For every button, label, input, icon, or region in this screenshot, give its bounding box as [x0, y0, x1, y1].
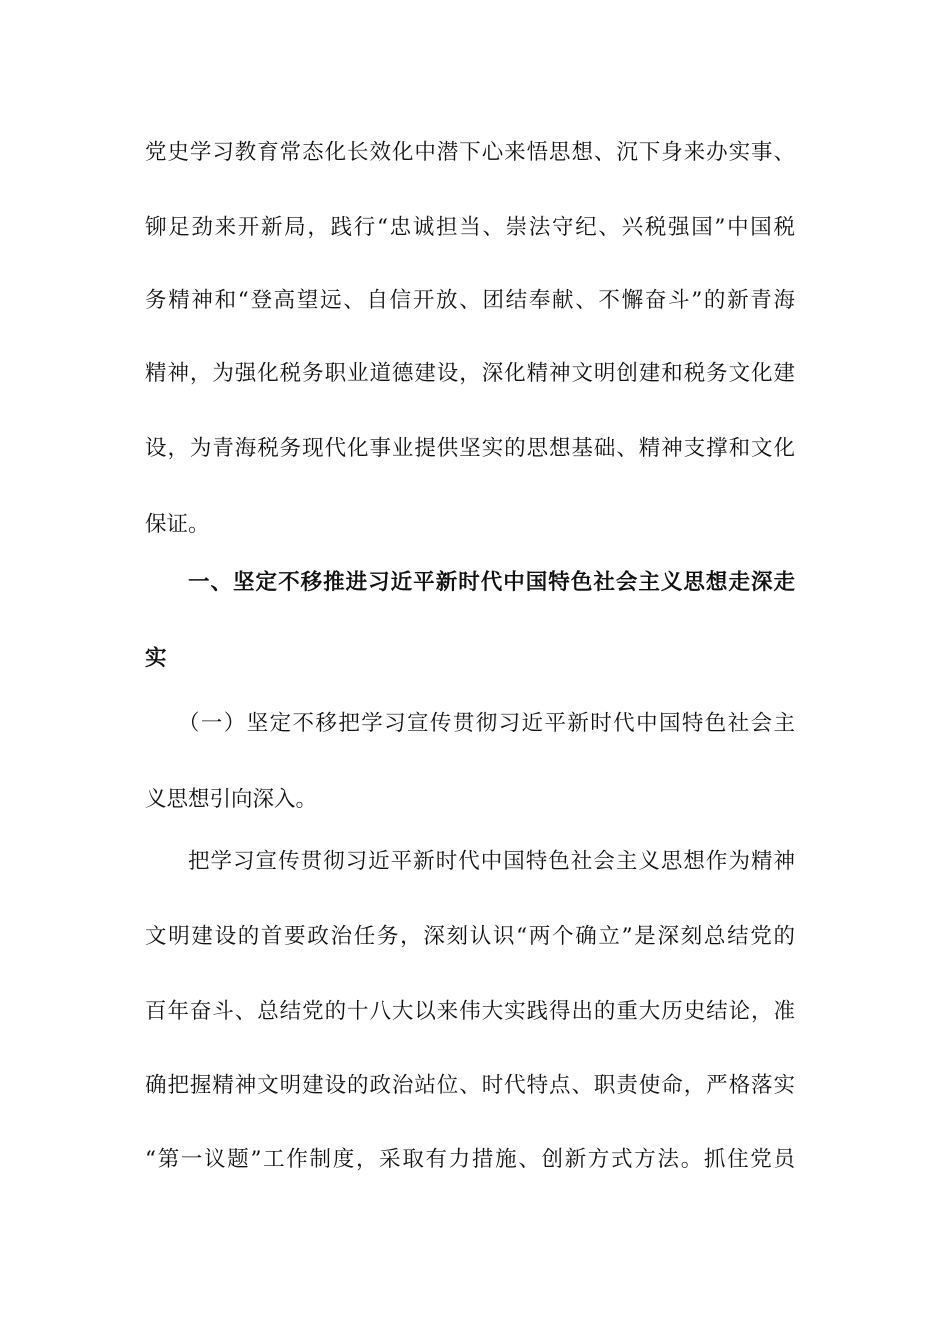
subsection-heading-line-1: （一）坚定不移把学习宣传贯彻习近平新时代中国特色社会主	[178, 711, 795, 736]
intro-line-3: 务精神和“登高望远、自信开放、团结奉献、不懈奋斗”的新青海	[145, 288, 795, 313]
intro-line-1: 党史学习教育常态化长效化中潜下心来悟思想、沉下身来办实事、	[145, 140, 795, 165]
intro-line-6: 保证。	[145, 512, 210, 537]
body-line-5: “第一议题”工作制度，采取有力措施、创新方式方法。抓住党员	[145, 1147, 795, 1172]
intro-line-2: 铆足劲来开新局，践行“忠诚担当、崇法守纪、兴税强国”中国税	[145, 215, 795, 240]
body-line-2: 文明建设的首要政治任务，深刻认识“两个确立”是深刻总结党的	[145, 924, 795, 949]
body-line-3: 百年奋斗、总结党的十八大以来伟大实践得出的重大历史结论，准	[145, 999, 795, 1024]
section-heading-line-2: 实	[145, 646, 167, 671]
section-heading-line-1: 一、坚定不移推进习近平新时代中国特色社会主义思想走深走	[188, 570, 795, 595]
body-line-1: 把学习宣传贯彻习近平新时代中国特色社会主义思想作为精神	[188, 849, 795, 874]
body-line-4: 确把握精神文明建设的政治站位、时代特点、职责使命，严格落实	[145, 1073, 795, 1098]
intro-line-5: 设，为青海税务现代化事业提供坚实的思想基础、精神支撑和文化	[145, 436, 795, 461]
intro-line-4: 精神，为强化税务职业道德建设，深化精神文明创建和税务文化建	[145, 361, 795, 386]
subsection-heading-line-2: 义思想引向深入。	[145, 787, 318, 812]
